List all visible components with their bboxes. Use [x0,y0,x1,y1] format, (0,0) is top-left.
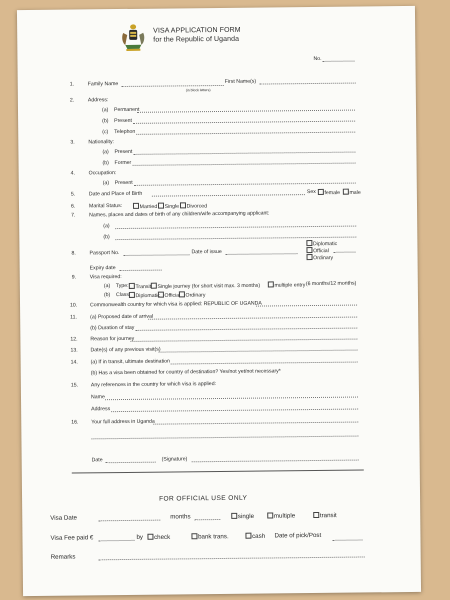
birth-field[interactable] [152,194,305,197]
family-name-field[interactable] [122,85,224,87]
visa-date-label: Visa Date [50,514,78,522]
visa-fee-field[interactable] [98,540,134,541]
bank-trans-checkbox[interactable]: bank trans. [190,533,228,541]
official-use-heading: FOR OFFICIAL USE ONLY [159,494,248,503]
signature-label: (Signature) [161,456,188,463]
present-nationality-field[interactable] [133,152,355,155]
remarks-label: Remarks [50,553,76,561]
sub-label: (b) [102,160,109,167]
duration-field[interactable] [135,328,357,331]
commonwealth-label: Commonwealth country for which visa is applied: REPUBLIC OF UGANDA [90,300,262,309]
occupation-field[interactable] [134,183,356,186]
field-number: 10. [70,302,78,309]
cash-checkbox[interactable]: cash [244,533,265,541]
field-number: 6. [70,203,76,210]
present-label: Present [114,117,133,125]
telephon-label: Telephon [114,128,136,136]
sub-label: (c) [102,129,109,136]
field-number: 13. [70,347,78,354]
divorced-checkbox[interactable]: Divorced [179,202,207,210]
present-address-field[interactable] [133,121,355,124]
transit-destination-field[interactable] [171,362,358,365]
official-single-checkbox[interactable]: single [230,513,254,521]
ref-address-field[interactable] [111,409,358,413]
female-checkbox[interactable]: female [317,189,340,197]
sub-label: (a) [102,149,109,156]
reason-field[interactable] [130,339,357,342]
passport-no-label: Passport No. [89,250,120,257]
transit-destination-label: (a) If in transit, ultimate destination [90,358,170,366]
previous-visits-field[interactable] [159,350,358,353]
children-label: Names, places and dates of birth of any children/wife accompanying applicant: [89,210,270,219]
block-letters-note: (in block letters) [185,88,211,93]
marital-status-label: Marital Status: [88,203,123,210]
date-field[interactable] [106,462,156,464]
visa-form-page [17,6,421,596]
official-multiple-checkbox[interactable]: multiple [266,512,295,520]
sub-label: (b) [103,234,110,241]
months-option-label: (6 months/12 months) [305,280,357,288]
permanent-address-field[interactable] [137,110,355,113]
date-issue-label: Date of issue [191,248,222,256]
ordinary-checkbox[interactable]: Ordinary [306,254,334,262]
field-number: 7. [71,212,76,219]
child-a-field[interactable] [115,226,356,230]
date-issue-field[interactable] [226,253,298,255]
sub-label: (b) [102,118,109,125]
sub-label: (a) [102,180,110,187]
field-number: 14. [70,359,78,366]
field-number: 1. [69,81,75,88]
class-diplomatic-checkbox[interactable]: Diplomatic [128,292,160,300]
duration-label: (b) Duration of stay [90,324,135,332]
permanent-label: Permanent [113,106,140,114]
ref-address-label: Address [91,406,111,413]
commonwealth-field[interactable] [256,305,357,307]
passport-no-field[interactable] [124,254,190,256]
single-journey-checkbox[interactable]: Single journey (for short visit max. 3 months) [150,282,260,290]
signature-field[interactable] [192,460,359,463]
occupation-present-label: Present [114,179,133,187]
class-label: Class: [115,291,131,299]
field-number: 9. [71,274,77,281]
official-transit-checkbox[interactable]: transit [312,512,337,520]
field-number: 5. [70,191,76,198]
no-label: No. [313,55,322,62]
form-subtitle: for the Republic of Uganda [153,35,240,44]
uganda-address-field[interactable] [153,422,358,425]
former-nationality-label: Former [114,159,132,167]
sub-label: (b) [103,292,111,299]
official-checkbox[interactable]: Official [305,247,328,255]
transit-checkbox[interactable]: Transit [128,283,151,291]
divider [72,469,364,473]
nationality-label: Nationality: [88,139,115,146]
form-title: VISA APPLICATION FORM [153,26,241,35]
present-nationality-label: Present [114,148,133,156]
expiry-field[interactable] [120,270,162,271]
visa-obtained-label: (b) Has a visa been obtained for country of destination? Yes/not yet/not necessary* [90,368,281,377]
date-pick-label: Date of pick/Post [274,531,322,540]
single-checkbox[interactable]: Single [157,202,179,210]
expiry-label: Expiry date [89,265,116,272]
date-place-birth-label: Date and Place of Birth [88,190,143,198]
field-number: 4. [70,170,76,177]
field-number: 3. [70,139,75,146]
field-number: 8. [71,250,76,257]
class-official-checkbox[interactable]: Official [157,291,180,299]
official-field[interactable] [333,252,355,253]
former-nationality-field[interactable] [133,163,356,166]
proposed-date-field[interactable] [148,317,357,320]
visa-date-field[interactable] [98,520,160,522]
field-number: 16. [71,419,79,426]
type-label: Type: [115,282,129,290]
field-number: 11. [70,314,78,321]
address-label: Address: [87,97,109,104]
married-checkbox[interactable]: Married [132,203,157,211]
visa-fee-label: Visa Fee paid € [50,534,94,542]
coat-of-arms-icon [119,23,147,53]
remarks-field[interactable] [99,556,365,560]
previous-visits-label: Date(s) of any previous visit(s) [90,346,161,354]
proposed-date-label: (a) Proposed date of arrival [90,313,154,321]
check-checkbox[interactable]: check [146,534,170,542]
months-label: months [170,513,191,521]
first-names-label: First Name(s) [224,78,257,85]
date-pick-field[interactable] [333,540,363,541]
occupation-label: Occupation: [88,170,117,177]
male-checkbox[interactable]: male [342,189,361,196]
ref-name-label: Name [90,394,105,401]
uganda-address-field-2[interactable] [91,436,358,440]
months-field[interactable] [194,519,220,520]
ref-name-field[interactable] [105,397,358,401]
sex-label: Sex [306,188,316,196]
sub-label: (a) [103,223,110,230]
uganda-address-label: Your full address in Uganda [91,418,155,426]
class-ordinary-checkbox[interactable]: Ordinary [178,291,206,299]
family-name-label: Family Name [87,81,119,88]
date-label: Date [91,457,103,464]
by-label: by [136,533,144,541]
telephone-field[interactable] [136,132,355,135]
field-number: 15. [70,382,79,389]
multiple-entry-checkbox[interactable]: multiple entry [267,281,306,289]
visa-required-label: Visa required: [89,274,122,281]
diplomatic-checkbox[interactable]: Diplomatic [305,240,337,248]
field-number: 12. [70,336,78,343]
field-number: 2. [69,97,75,104]
sub-label: (a) [101,107,109,114]
sub-label: (a) [103,283,111,290]
first-names-field[interactable] [260,83,356,85]
no-field[interactable] [322,61,354,62]
references-label: Any references in the country for which visa is applied: [90,381,217,389]
reason-label: Reason for journey [90,335,135,343]
